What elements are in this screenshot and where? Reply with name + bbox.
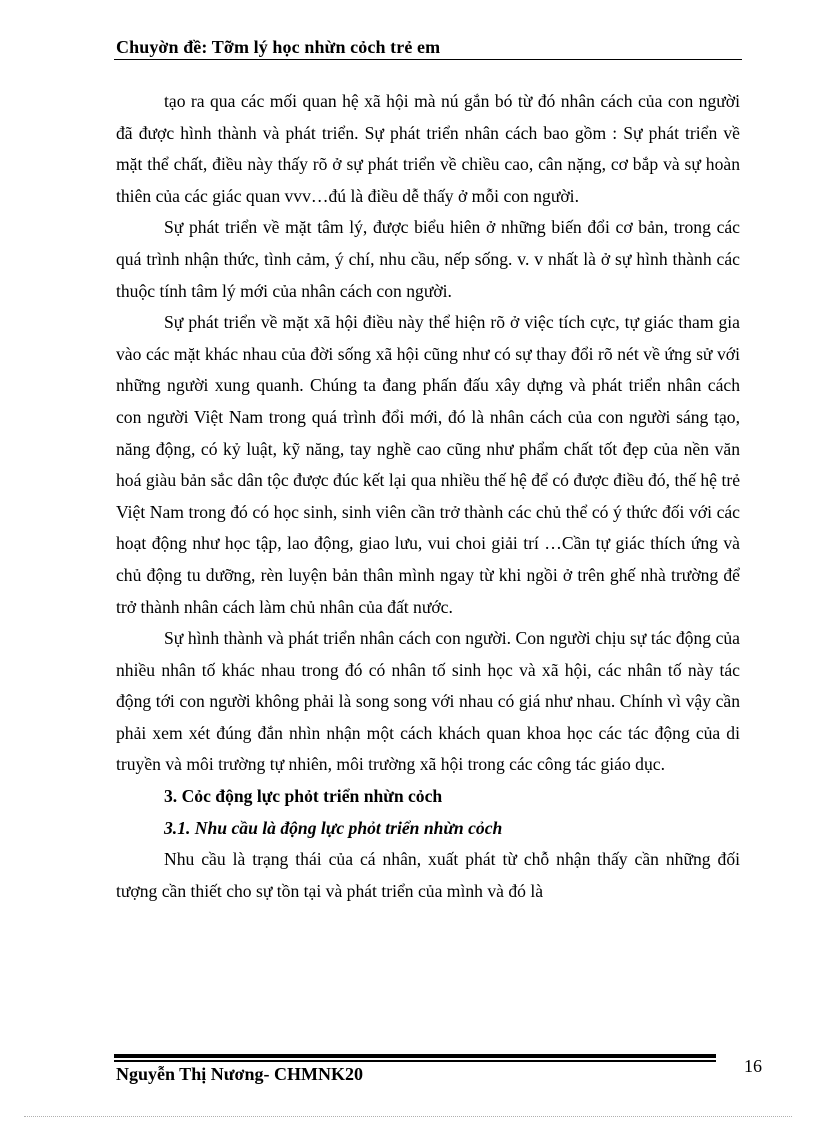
subsection-heading: 3.1. Nhu cầu là động lực phỏt triển nhừn cỏch xyxy=(164,817,503,838)
paragraph-continuation: tạo ra qua các mối quan hệ xã hội mà nú gắn bó từ đó nhân cách của con người đã được hình thành và phát triển. Sự phát triển nhân cách bao gồm : Sự phát triển về mặt thể chất, điều này thấy rõ ở sự phát triển về chiều cao, cân nặng, cơ bắp và sự hoàn thiên của các giác quan vvv…đú là điều dễ thấy ở mỗi con người. xyxy=(116,91,740,206)
footer-rule-thin xyxy=(114,1060,716,1062)
paragraph-needs: Nhu cầu là trạng thái của cá nhân, xuất phát từ chỗ nhận thấy cần những đối tượng cần thiết cho sự tồn tại và phát triển của mình và đó là xyxy=(116,849,740,901)
header-title: Chuyờn đề: Tỡm lý học nhừn cỏch trẻ em xyxy=(116,37,441,57)
footer-rule xyxy=(114,1054,716,1062)
page-bottom-divider xyxy=(24,1116,792,1117)
paragraph-social-development: Sự phát triển về mặt xã hội điều này thể hiện rõ ở việc tích cực, tự giác tham gia vào các mặt khác nhau của đời sống xã hội cũng như có sự thay đổi rõ nét về ứng sử với những người xung quanh. Chúng ta đang phấn đấu xây dựng và phát triển nhân cách con người Việt Nam trong quá trình đổi mới, đó là nhân cách của con người sáng tạo, năng động, có kỷ luật, kỹ năng, tay nghề cao cũng như phẩm chất tốt đẹp của nền văn hoá giàu bản sắc dân tộc được đúc kết lại qua nhiều thế hệ để có được điều đó, thế hệ trẻ Việt Nam trong đó có học sinh, sinh viên cần trở thành các chủ thể có ý thức đối với các hoạt động như học tập, lao động, giao lưu, vui choi giải trí …Cần tự giác thích ứng và chủ động tu dưỡng, rèn luyện bản thân mình ngay từ khi ngồi ở trên ghế nhà trường để trở thành nhân cách làm chủ nhân của đất nước. xyxy=(116,312,740,617)
footer-rule-thick xyxy=(114,1054,716,1058)
header-rule xyxy=(114,59,742,60)
paragraph-personality-formation: Sự hình thành và phát triển nhân cách con người. Con người chịu sự tác động của nhiều nhân tố khác nhau trong đó có nhân tố sinh học và xã hội, các nhân tố này tác động tới con người không phải là song song với nhau có giá như nhau. Chính vì vậy cần phải xem xét đúng đắn nhìn nhận một cách khách quan khoa học các tác động của di truyền và môi trường tự nhiên, môi trường xã hội trong các công tác giáo dục. xyxy=(116,628,740,775)
footer-author: Nguyễn Thị Nương- CHMNK20 xyxy=(116,1064,363,1084)
body-text xyxy=(116,86,740,907)
paragraph-psychological-development: Sự phát triển về mặt tâm lý, được biểu hiên ở những biến đổi cơ bản, trong các quá trình nhận thức, tình cảm, ý chí, nhu cầu, nếp sống. v. v nhất là ở sự hình thành các thuộc tính tâm lý mới của nhân cách con người. xyxy=(116,217,740,301)
section-heading: 3. Cỏc động lực phỏt triển nhừn cỏch xyxy=(164,786,443,807)
page-number: 16 xyxy=(744,1056,762,1076)
